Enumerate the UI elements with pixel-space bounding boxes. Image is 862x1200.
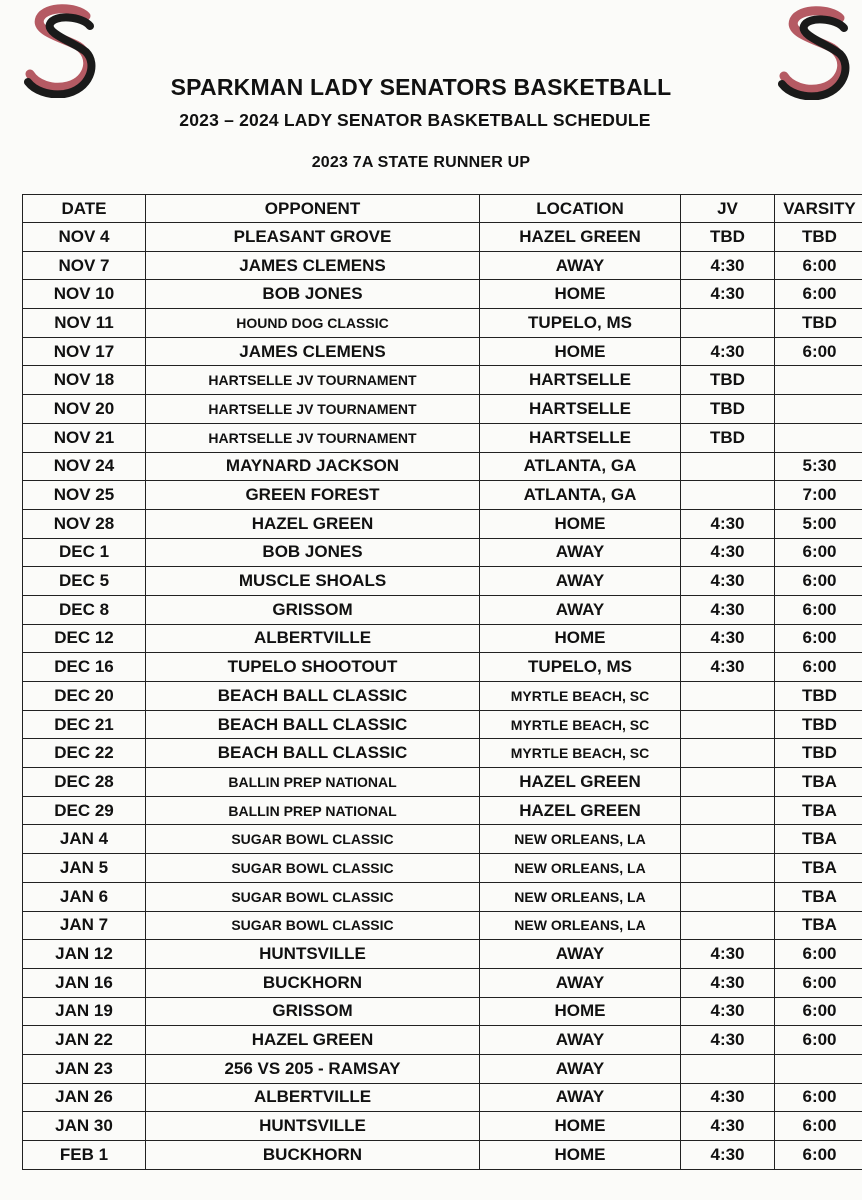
jv-time-cell xyxy=(681,854,775,883)
jv-time-cell xyxy=(681,825,775,854)
varsity-time-cell xyxy=(775,423,862,452)
jv-time-cell xyxy=(681,682,775,711)
jv-time-cell: 4:30 xyxy=(681,1141,775,1170)
location-cell: HAZEL GREEN xyxy=(480,223,681,252)
jv-time-cell xyxy=(681,882,775,911)
opponent-cell: GRISSOM xyxy=(146,997,480,1026)
location-cell: HOME xyxy=(480,624,681,653)
date-cell: JAN 19 xyxy=(23,997,146,1026)
jv-time-cell: 4:30 xyxy=(681,251,775,280)
table-row xyxy=(23,309,862,338)
opponent-cell: ALBERTVILLE xyxy=(146,624,480,653)
varsity-time-cell: TBA xyxy=(775,911,862,940)
varsity-time-cell: 5:00 xyxy=(775,509,862,538)
jv-time-cell: TBD xyxy=(681,423,775,452)
table-row xyxy=(23,538,862,567)
opponent-cell: TUPELO SHOOTOUT xyxy=(146,653,480,682)
jv-time-cell: TBD xyxy=(681,395,775,424)
table-row xyxy=(23,251,862,280)
opponent-cell: BALLIN PREP NATIONAL xyxy=(146,768,480,797)
location-cell: AWAY xyxy=(480,595,681,624)
jv-time-cell xyxy=(681,911,775,940)
opponent-cell: SUGAR BOWL CLASSIC xyxy=(146,882,480,911)
location-cell: AWAY xyxy=(480,251,681,280)
jv-time-cell: 4:30 xyxy=(681,653,775,682)
jv-time-cell: TBD xyxy=(681,366,775,395)
table-row xyxy=(23,653,862,682)
date-cell: JAN 16 xyxy=(23,968,146,997)
varsity-time-cell: 6:00 xyxy=(775,337,862,366)
location-cell: AWAY xyxy=(480,968,681,997)
date-cell: NOV 4 xyxy=(23,223,146,252)
jv-time-cell: TBD xyxy=(681,223,775,252)
location-cell: ATLANTA, GA xyxy=(480,481,681,510)
location-cell: HOME xyxy=(480,1141,681,1170)
location-cell: ATLANTA, GA xyxy=(480,452,681,481)
header-row xyxy=(23,195,862,223)
column-header-location: LOCATION xyxy=(480,195,681,223)
location-cell: HARTSELLE xyxy=(480,423,681,452)
jv-time-cell: 4:30 xyxy=(681,1026,775,1055)
opponent-cell: BOB JONES xyxy=(146,280,480,309)
opponent-cell: BEACH BALL CLASSIC xyxy=(146,710,480,739)
opponent-cell: MUSCLE SHOALS xyxy=(146,567,480,596)
table-row xyxy=(23,682,862,711)
date-cell: JAN 5 xyxy=(23,854,146,883)
jv-time-cell: 4:30 xyxy=(681,538,775,567)
opponent-cell: HARTSELLE JV TOURNAMENT xyxy=(146,423,480,452)
location-cell: HOME xyxy=(480,1112,681,1141)
table-row xyxy=(23,1054,862,1083)
varsity-time-cell xyxy=(775,366,862,395)
location-cell: HOME xyxy=(480,509,681,538)
jv-time-cell: 4:30 xyxy=(681,968,775,997)
table-row xyxy=(23,710,862,739)
opponent-cell: GREEN FOREST xyxy=(146,481,480,510)
table-row xyxy=(23,796,862,825)
table-row xyxy=(23,825,862,854)
date-cell: JAN 22 xyxy=(23,1026,146,1055)
date-cell: DEC 12 xyxy=(23,624,146,653)
location-cell: NEW ORLEANS, LA xyxy=(480,854,681,883)
date-cell: JAN 30 xyxy=(23,1112,146,1141)
opponent-cell: HAZEL GREEN xyxy=(146,509,480,538)
jv-time-cell: 4:30 xyxy=(681,280,775,309)
location-cell: TUPELO, MS xyxy=(480,653,681,682)
opponent-cell: HAZEL GREEN xyxy=(146,1026,480,1055)
varsity-time-cell: 6:00 xyxy=(775,251,862,280)
jv-time-cell: 4:30 xyxy=(681,567,775,596)
date-cell: NOV 20 xyxy=(23,395,146,424)
varsity-time-cell: 6:00 xyxy=(775,968,862,997)
location-cell: MYRTLE BEACH, SC xyxy=(480,739,681,768)
jv-time-cell: 4:30 xyxy=(681,595,775,624)
table-row xyxy=(23,280,862,309)
opponent-cell: SUGAR BOWL CLASSIC xyxy=(146,825,480,854)
table-row xyxy=(23,768,862,797)
opponent-cell: HARTSELLE JV TOURNAMENT xyxy=(146,366,480,395)
location-cell: HOME xyxy=(480,997,681,1026)
page-title: SPARKMAN LADY SENATORS BASKETBALL xyxy=(170,74,672,100)
date-cell: NOV 17 xyxy=(23,337,146,366)
varsity-time-cell: 5:30 xyxy=(775,452,862,481)
varsity-time-cell: TBA xyxy=(775,825,862,854)
jv-time-cell: 4:30 xyxy=(681,1112,775,1141)
column-header-varsity: VARSITY xyxy=(775,195,862,223)
opponent-cell: BEACH BALL CLASSIC xyxy=(146,739,480,768)
jv-time-cell: 4:30 xyxy=(681,624,775,653)
jv-time-cell: 4:30 xyxy=(681,940,775,969)
opponent-cell: BEACH BALL CLASSIC xyxy=(146,682,480,711)
jv-time-cell xyxy=(681,1054,775,1083)
varsity-time-cell xyxy=(775,1054,862,1083)
table-row xyxy=(23,595,862,624)
location-cell: AWAY xyxy=(480,567,681,596)
date-cell: JAN 7 xyxy=(23,911,146,940)
location-cell: HARTSELLE xyxy=(480,395,681,424)
location-cell: MYRTLE BEACH, SC xyxy=(480,710,681,739)
location-cell: HOME xyxy=(480,337,681,366)
date-cell: NOV 18 xyxy=(23,366,146,395)
location-cell: AWAY xyxy=(480,1026,681,1055)
date-cell: JAN 4 xyxy=(23,825,146,854)
date-cell: DEC 20 xyxy=(23,682,146,711)
table-row xyxy=(23,940,862,969)
date-cell: NOV 25 xyxy=(23,481,146,510)
date-cell: JAN 23 xyxy=(23,1054,146,1083)
opponent-cell: GRISSOM xyxy=(146,595,480,624)
table-row xyxy=(23,509,862,538)
location-cell: AWAY xyxy=(480,538,681,567)
varsity-time-cell: 6:00 xyxy=(775,567,862,596)
varsity-time-cell: TBA xyxy=(775,796,862,825)
opponent-cell: MAYNARD JACKSON xyxy=(146,452,480,481)
date-cell: NOV 10 xyxy=(23,280,146,309)
location-cell: HAZEL GREEN xyxy=(480,796,681,825)
table-row xyxy=(23,395,862,424)
date-cell: JAN 12 xyxy=(23,940,146,969)
opponent-cell: ALBERTVILLE xyxy=(146,1083,480,1112)
varsity-time-cell: 6:00 xyxy=(775,1026,862,1055)
schedule-subtitle: 2023 – 2024 LADY SENATOR BASKETBALL SCHEDULE xyxy=(179,110,651,130)
table-row xyxy=(23,337,862,366)
varsity-time-cell: 6:00 xyxy=(775,940,862,969)
date-cell: NOV 24 xyxy=(23,452,146,481)
opponent-cell: SUGAR BOWL CLASSIC xyxy=(146,854,480,883)
location-cell: AWAY xyxy=(480,1083,681,1112)
jv-time-cell: 4:30 xyxy=(681,1083,775,1112)
opponent-cell: SUGAR BOWL CLASSIC xyxy=(146,911,480,940)
varsity-time-cell: TBD xyxy=(775,682,862,711)
varsity-time-cell: 6:00 xyxy=(775,1141,862,1170)
date-cell: DEC 8 xyxy=(23,595,146,624)
column-header-opponent: OPPONENT xyxy=(146,195,480,223)
date-cell: DEC 28 xyxy=(23,768,146,797)
opponent-cell: 256 VS 205 - RAMSAY xyxy=(146,1054,480,1083)
varsity-time-cell: 6:00 xyxy=(775,1083,862,1112)
location-cell: MYRTLE BEACH, SC xyxy=(480,682,681,711)
table-row xyxy=(23,968,862,997)
table-row xyxy=(23,854,862,883)
opponent-cell: BUCKHORN xyxy=(146,1141,480,1170)
table-row xyxy=(23,452,862,481)
table-row xyxy=(23,997,862,1026)
date-cell: FEB 1 xyxy=(23,1141,146,1170)
jv-time-cell xyxy=(681,309,775,338)
date-cell: NOV 11 xyxy=(23,309,146,338)
varsity-time-cell: 6:00 xyxy=(775,997,862,1026)
jv-time-cell xyxy=(681,452,775,481)
date-cell: DEC 22 xyxy=(23,739,146,768)
varsity-time-cell: TBD xyxy=(775,309,862,338)
varsity-time-cell: 6:00 xyxy=(775,1112,862,1141)
table-row xyxy=(23,739,862,768)
table-row xyxy=(23,1112,862,1141)
jv-time-cell xyxy=(681,710,775,739)
varsity-time-cell: TBD xyxy=(775,739,862,768)
opponent-cell: BALLIN PREP NATIONAL xyxy=(146,796,480,825)
varsity-time-cell: TBA xyxy=(775,854,862,883)
date-cell: JAN 26 xyxy=(23,1083,146,1112)
location-cell: HOME xyxy=(480,280,681,309)
opponent-cell: HUNTSVILLE xyxy=(146,1112,480,1141)
varsity-time-cell xyxy=(775,395,862,424)
jv-time-cell: 4:30 xyxy=(681,337,775,366)
date-cell: NOV 21 xyxy=(23,423,146,452)
table-row xyxy=(23,423,862,452)
table-row xyxy=(23,882,862,911)
location-cell: NEW ORLEANS, LA xyxy=(480,911,681,940)
location-cell: AWAY xyxy=(480,940,681,969)
table-row xyxy=(23,911,862,940)
column-header-jv: JV xyxy=(681,195,775,223)
date-cell: DEC 1 xyxy=(23,538,146,567)
column-header-date: DATE xyxy=(23,195,146,223)
table-row xyxy=(23,366,862,395)
date-cell: NOV 7 xyxy=(23,251,146,280)
date-cell: DEC 29 xyxy=(23,796,146,825)
location-cell: AWAY xyxy=(480,1054,681,1083)
location-cell: NEW ORLEANS, LA xyxy=(480,825,681,854)
schedule-table xyxy=(22,194,862,1170)
table-row xyxy=(23,223,862,252)
jv-time-cell xyxy=(681,768,775,797)
date-cell: NOV 28 xyxy=(23,509,146,538)
varsity-time-cell: 6:00 xyxy=(775,653,862,682)
opponent-cell: BOB JONES xyxy=(146,538,480,567)
varsity-time-cell: TBA xyxy=(775,882,862,911)
varsity-time-cell: 6:00 xyxy=(775,595,862,624)
varsity-time-cell: 6:00 xyxy=(775,280,862,309)
location-cell: HAZEL GREEN xyxy=(480,768,681,797)
opponent-cell: JAMES CLEMENS xyxy=(146,251,480,280)
jv-time-cell xyxy=(681,481,775,510)
opponent-cell: HARTSELLE JV TOURNAMENT xyxy=(146,395,480,424)
jv-time-cell xyxy=(681,796,775,825)
location-cell: TUPELO, MS xyxy=(480,309,681,338)
table-row xyxy=(23,1141,862,1170)
table-row xyxy=(23,1083,862,1112)
table-row xyxy=(23,481,862,510)
varsity-time-cell: TBD xyxy=(775,223,862,252)
varsity-time-cell: 6:00 xyxy=(775,624,862,653)
date-cell: JAN 6 xyxy=(23,882,146,911)
table-row xyxy=(23,624,862,653)
table-row xyxy=(23,1026,862,1055)
varsity-time-cell: 6:00 xyxy=(775,538,862,567)
opponent-cell: BUCKHORN xyxy=(146,968,480,997)
date-cell: DEC 21 xyxy=(23,710,146,739)
opponent-cell: HUNTSVILLE xyxy=(146,940,480,969)
opponent-cell: HOUND DOG CLASSIC xyxy=(146,309,480,338)
runner-up-tagline: 2023 7A STATE RUNNER UP xyxy=(311,154,531,171)
location-cell: HARTSELLE xyxy=(480,366,681,395)
varsity-time-cell: TBD xyxy=(775,710,862,739)
opponent-cell: JAMES CLEMENS xyxy=(146,337,480,366)
table-row xyxy=(23,567,862,596)
opponent-cell: PLEASANT GROVE xyxy=(146,223,480,252)
date-cell: DEC 16 xyxy=(23,653,146,682)
jv-time-cell: 4:30 xyxy=(681,997,775,1026)
varsity-time-cell: TBA xyxy=(775,768,862,797)
varsity-time-cell: 7:00 xyxy=(775,481,862,510)
location-cell: NEW ORLEANS, LA xyxy=(480,882,681,911)
jv-time-cell xyxy=(681,739,775,768)
jv-time-cell: 4:30 xyxy=(681,509,775,538)
date-cell: DEC 5 xyxy=(23,567,146,596)
